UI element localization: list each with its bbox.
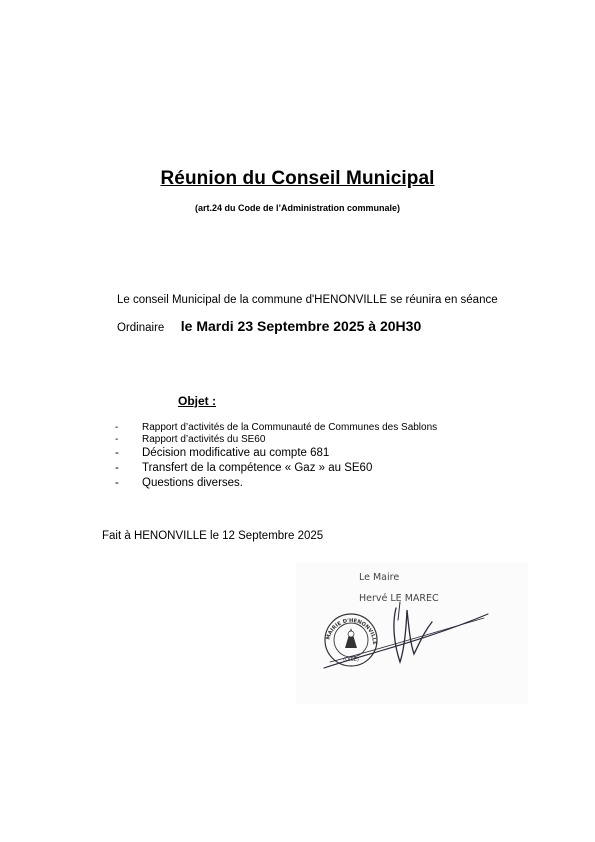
agenda-item-text: Rapport d’activités du SE60 <box>142 434 266 445</box>
session-date: le Mardi 23 Septembre 2025 à 20H30 <box>180 318 422 334</box>
agenda-item <box>115 446 437 461</box>
agenda-item <box>115 476 437 491</box>
agenda-item <box>115 434 437 446</box>
bullet-dash: - <box>115 434 119 445</box>
bullet-dash: - <box>115 477 119 489</box>
session-line <box>117 318 421 336</box>
stamp-text: MAIRIE D'HENONVILLE <box>325 617 378 645</box>
agenda-list <box>115 422 437 491</box>
agenda-item-text: Décision modificative au compte 681 <box>142 447 330 459</box>
agenda-item <box>115 422 437 434</box>
agenda-item-text: Questions diverses. <box>142 477 243 489</box>
stamp-emblem-detail <box>348 631 354 637</box>
signature-graphic <box>296 562 528 704</box>
stamp-dept: (OISE) <box>343 657 359 663</box>
bullet-dash: - <box>115 447 119 459</box>
legal-reference: (art.24 du Code de l’Administration communale) <box>194 203 401 213</box>
mayor-name: Hervé LE MAREC <box>359 593 439 604</box>
signature-block <box>296 562 528 704</box>
bullet-dash: - <box>115 422 119 433</box>
objet-heading: Objet : <box>178 394 216 408</box>
agenda-item-text: Transfert de la compétence « Gaz » au SE60 <box>142 462 373 474</box>
place-and-date: Fait à HENONVILLE le 12 Septembre 2025 <box>102 530 324 542</box>
session-type: Ordinaire <box>117 322 165 334</box>
agenda-item <box>115 461 437 476</box>
mayor-title: Le Maire <box>359 572 400 583</box>
bullet-dash: - <box>115 462 119 474</box>
intro-text: Le conseil Municipal de la commune d'HENONVILLE se réunira en séance <box>117 294 498 306</box>
agenda-item-text: Rapport d’activités de la Communauté de Communes des Sablons <box>142 422 438 433</box>
page-title: Réunion du Conseil Municipal <box>160 168 435 189</box>
